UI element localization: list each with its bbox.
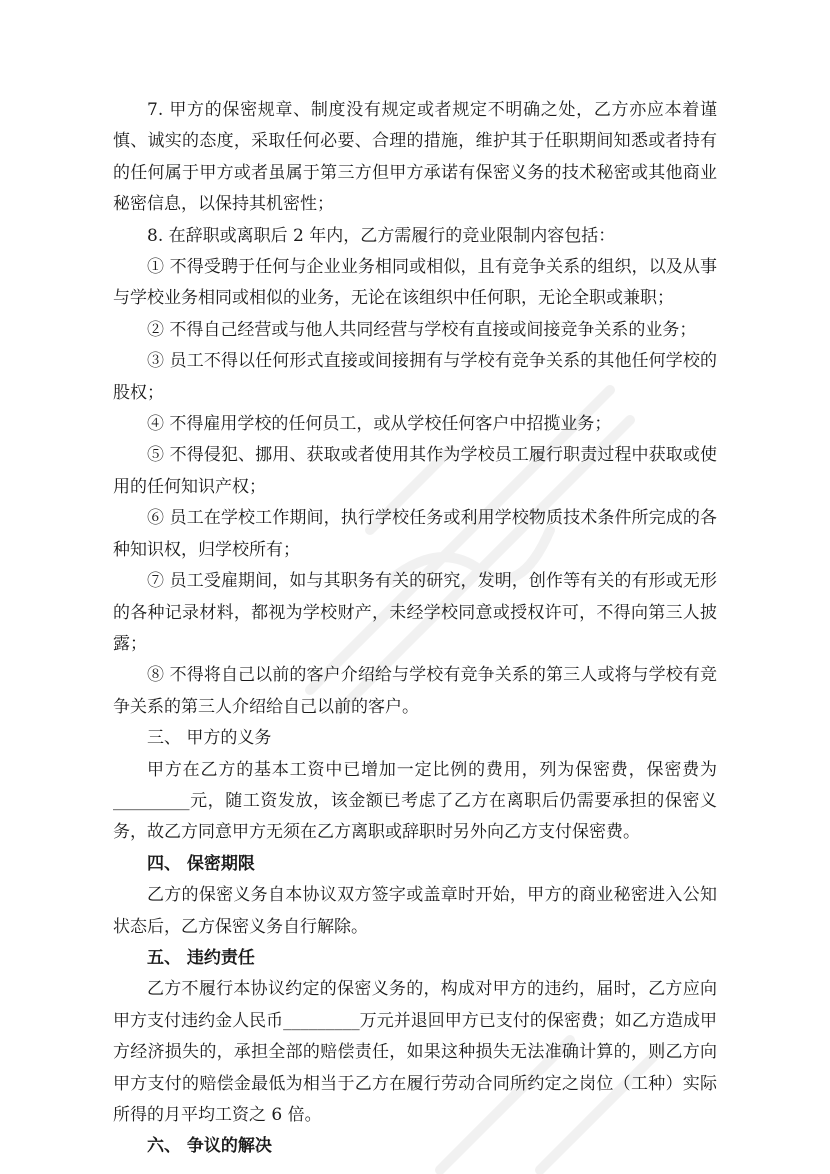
clause-1: ① 不得受聘于任何与企业业务相同或相似，且有竞争关系的组织，以及从事与学校业务相同或相似的业务，无论在该组织中任何职，无论全职或兼职； [113, 257, 717, 309]
section-6-title: 六、 争议的解决 [147, 1136, 272, 1157]
section-5-body: 乙方不履行本协议约定的保密义务的，构成对甲方的违约，届时，乙方应向甲方支付违约金人民币_________万元并退回甲方已支付的保密费；如乙方造成甲方经济损失的，承担全部的赔偿责任，如果这种损失无法准确计算的，则乙方向甲方支付的赔偿金最低为相当于乙方在履行劳动合同所约定之岗位（工种）实际所得的月平均工资之 6 倍。 [113, 979, 717, 1125]
clause-6: ⑥ 员工在学校工作期间，执行学校任务或利用学校物质技术条件所完成的各种知识权，归学校所有； [113, 508, 717, 560]
clause-3: ③ 员工不得以任何形式直接或间接拥有与学校有竞争关系的其他任何学校的股权； [113, 351, 717, 403]
clause-7: ⑦ 员工受雇期间，如与其职务有关的研究，发明，创作等有关的有形或无形的各种记录材料，都视为学校财产，未经学校同意或授权许可，不得向第三人披露； [113, 571, 717, 654]
section-3-body: 甲方在乙方的基本工资中已增加一定比例的费用，列为保密费，保密费为_________元，随工资发放，该金额已考虑了乙方在离职后仍需要承担的保密义务，故乙方同意甲方无须在乙方离职或辞职时另外向乙方支付保密费。 [113, 759, 717, 843]
paragraph-8: 8. 在辞职或离职后 2 年内，乙方需履行的竞业限制内容包括： [147, 225, 616, 246]
clause-8: ⑧ 不得将自己以前的客户介绍给与学校有竞争关系的第三人或将与学校有竞争关系的第三人介绍给自己以前的客户。 [113, 665, 717, 717]
clause-4: ④ 不得雇用学校的任何员工，或从学校任何客户中招揽业务； [147, 414, 612, 435]
clause-2: ② 不得自己经营或与他人共同经营与学校有直接或间接竞争关系的业务； [147, 319, 697, 340]
section-3-title: 三、 甲方的义务 [147, 728, 272, 749]
section-5-title: 五、 违约责任 [147, 947, 255, 968]
paragraph-7: 7. 甲方的保密规章、制度没有规定或者规定不明确之处，乙方亦应本着谨慎、诚实的态度，采取任何必要、合理的措施，维护其于任职期间知悉或者持有的任何属于甲方或者虽属于第三方但甲方承诺有保密义务的技术秘密或其他商业秘密信息，以保持其机密性； [113, 100, 717, 215]
clause-5: ⑤ 不得侵犯、挪用、获取或者使用其作为学校员工履行职责过程中获取或使用的任何知识产权； [113, 445, 717, 497]
section-4-body: 乙方的保密义务自本协议双方签字或盖章时开始，甲方的商业秘密进入公知状态后，乙方保密义务自行解除。 [113, 885, 717, 937]
section-4-title: 四、 保密期限 [147, 853, 255, 874]
document-page [113, 95, 717, 1163]
